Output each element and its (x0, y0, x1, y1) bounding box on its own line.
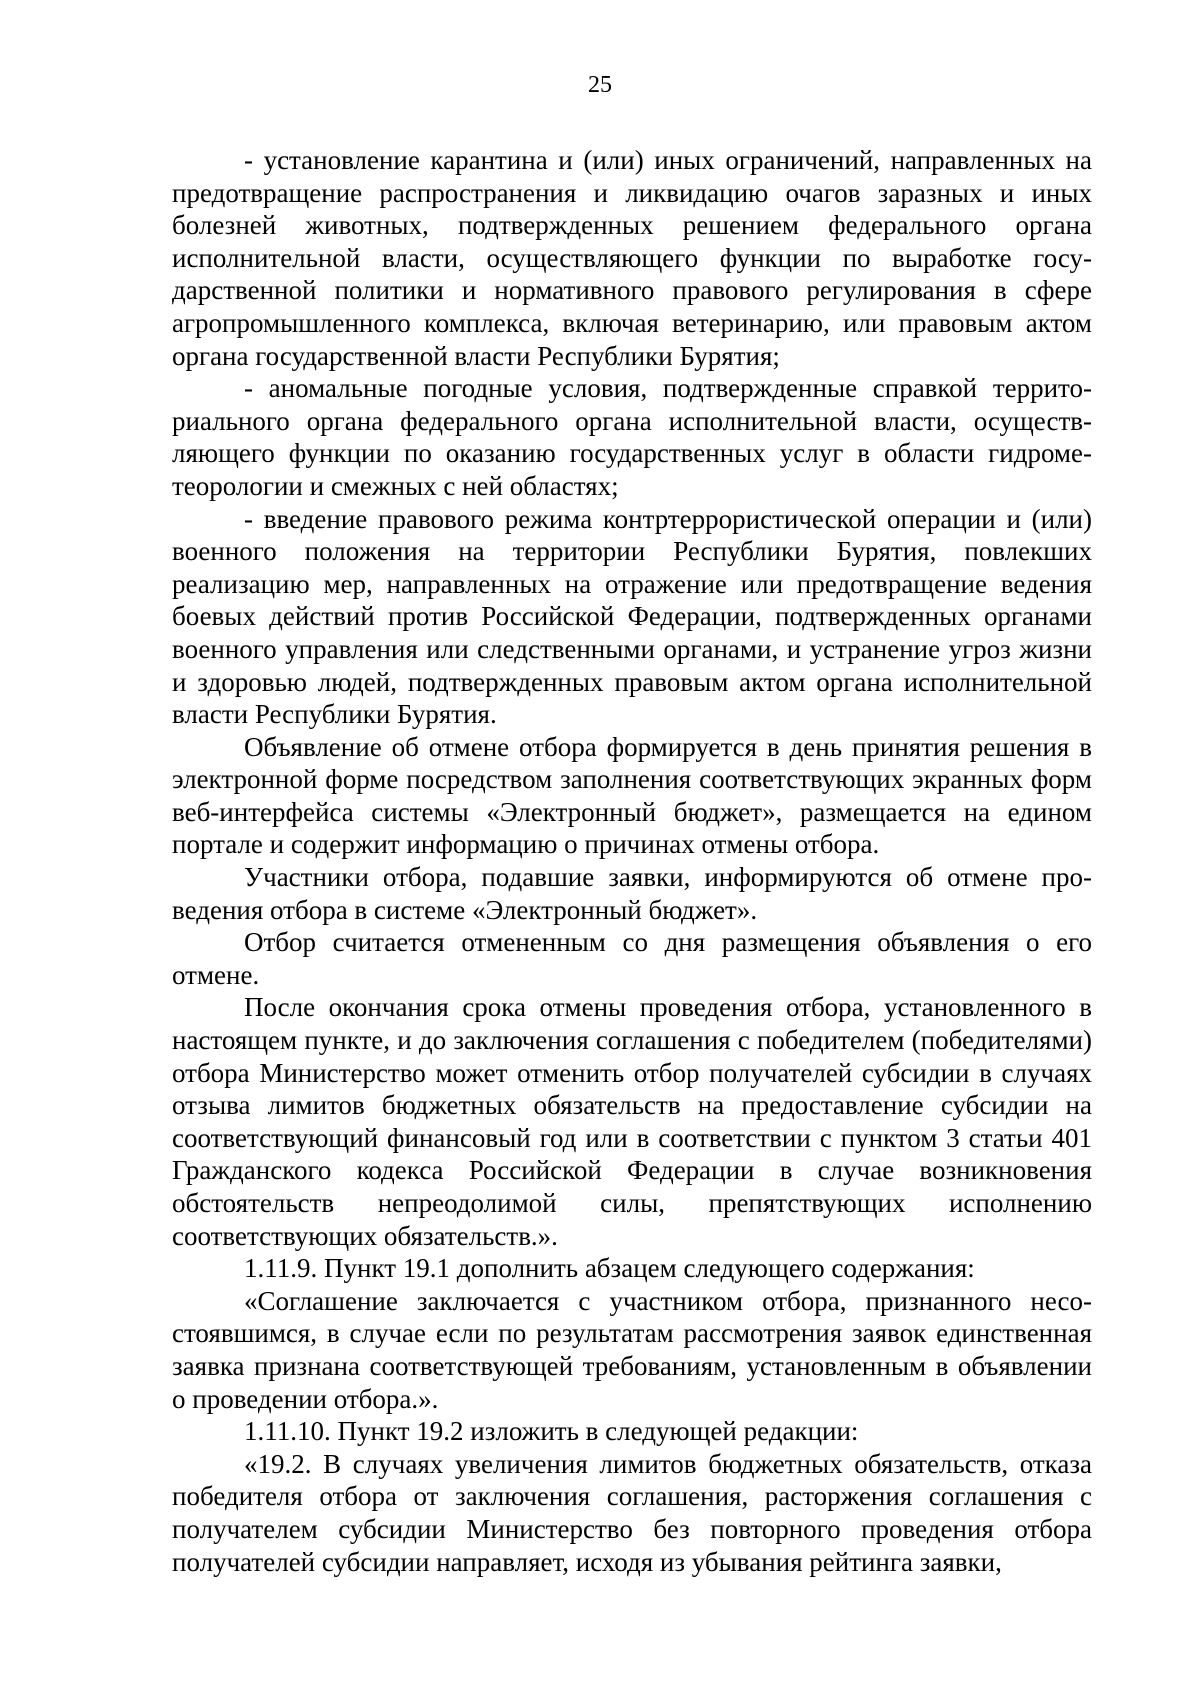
paragraph-counterterrorism: - введение правового режима контртеррористической операции и (или) военного положения на территории Республики Бурятия, повлекших реализацию мер, направленных на отражение или предотвращение ведения боевых действий против Российской Федерации, подтвержденных органами военного управления или следственными органами, и устранение угроз жизни и здоровью людей, подтвержденных правовым актом органа исполнительной власти Республики Бурятия. (172, 503, 1092, 730)
paragraph-weather: - аномальные погодные условия, подтвержденные справкой территориального органа федерального органа исполнительной власти, осуществляющего функции по оказанию государственных услуг в области гидрометеорологии и смежных с ней областях; (172, 373, 1092, 501)
paragraph-item-19-2: «19.2. В случаях увеличения лимитов бюджетных обязательств, отказа победителя отбора от заключения соглашения, расторжения соглашения с получателем субсидии Министерство без повторного проведения отбора получателей субсидии направляет, исходя из убывания рейтинга заявки, (172, 1448, 1092, 1577)
paragraph-item-1-11-10: 1.11.10. Пункт 19.2 изложить в следующей редакции: (244, 1416, 859, 1447)
paragraph-item-1-11-9: 1.11.9. Пункт 19.1 дополнить абзацем следующего содержания: (244, 1253, 975, 1284)
page-number: 25 (588, 72, 612, 98)
paragraph-cancellation-notice: Объявление об отмене отбора формируется в день принятия решения в электронной форме посредством заполнения соответствующих экранных форм веб-интерфейса системы «Электронный бюджет», размещается на едином портале и содержит информацию о причинах отмены отбора. (172, 731, 1092, 860)
paragraph-agreement: «Соглашение заключается с участником отбора, признанного несостоявшимся, в случае если по результатам рассмотрения заявок единственная заявка признана соответствующей требованиям, установленным в объявлении о проведении отбора.». (172, 1285, 1092, 1414)
paragraph-cancelled-date: Отбор считается отмененным со дня размещения объявления о его отмене. (172, 927, 1092, 990)
paragraph-participants-informed: Участники отбора, подавшие заявки, информируются об отмене проведения отбора в системе «Электронный бюджет». (172, 862, 1092, 925)
document-body (172, 144, 1092, 1578)
paragraph-after-cancellation: После окончания срока отмены проведения отбора, установленного в настоящем пункте, и до заключения соглашения с победителем (победителями) отбора Министерство может отменить отбор получателей субсидии в случаях отзыва лимитов бюджетных обязательств на предоставление субсидии на соответствующий финансовый год или в соответствии с пунктом 3 статьи 401 Гражданского кодекса Российской Федерации в случае возникновения обстоятельств непреодолимой силы, препятствующих исполнению соответствующих обязательств.». (172, 992, 1092, 1251)
paragraph-quarantine: - установление карантина и (или) иных ограничений, направленных на предотвращение распространения и ликвидацию очагов заразных и иных болезней животных, подтвержденных решением федерального органа исполнительной власти, осуществляющего функции по выработке государственной политики и нормативного правового регулирования в сфере агропромышленного комплекса, включая ветеринарию, или правовым актом органа государственной власти Республики Бурятия; (172, 145, 1092, 371)
